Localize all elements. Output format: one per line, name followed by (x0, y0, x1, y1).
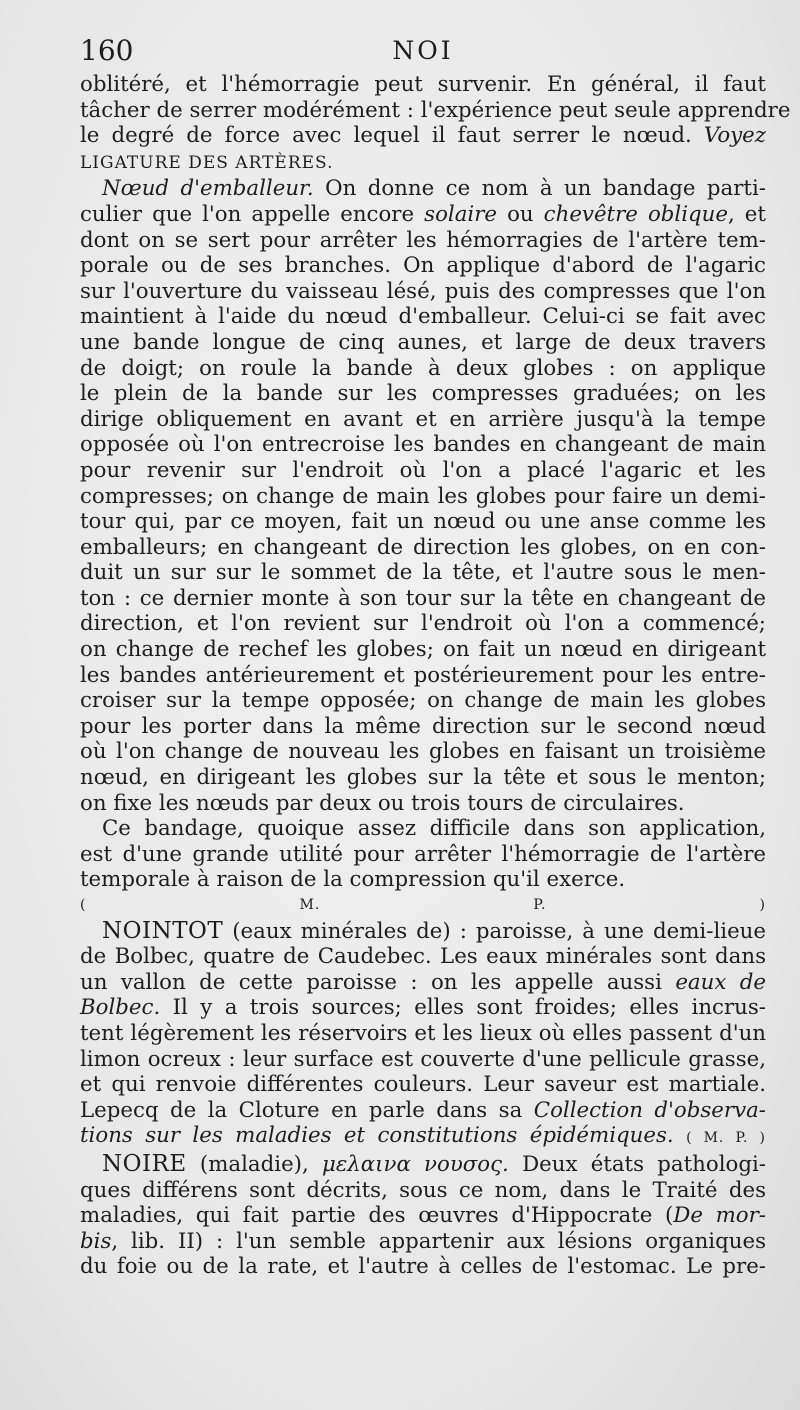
text-line: Bolbec. Il y a trois sources; elles sont froides; elles incrus- (80, 995, 766, 1021)
text-line: un vallon de cette paroisse : on les appelle aussi eaux de (80, 969, 766, 995)
text-line: culier que l'on appelle encore solaire ou chevêtre oblique, et (80, 201, 766, 227)
text-line: NOIRE (maladie), μελαινα νουσος. Deux états pathologi- (102, 1150, 766, 1177)
body-text (80, 72, 791, 1280)
text-line: compresses; on change de main les globes pour faire un demi- (80, 483, 766, 509)
text-line (80, 149, 766, 177)
text-line: direction, et l'on revient sur l'endroit où l'on a commencé; (80, 611, 766, 637)
text-line: maladies, qui fait partie des œuvres d'Hippocrate (De mor- (80, 1203, 766, 1229)
page-header (80, 34, 766, 72)
subentry-term: Nœud d'emballeur. (102, 176, 314, 202)
text-line: temporale à raison de la compression qu'il exerce. (80, 867, 626, 893)
text-line: on change de rechef les globes; on fait un nœud en dirigeant (80, 637, 766, 663)
voyez-reference: Voyez (703, 123, 766, 149)
author-signoff: ( M. P. ) (686, 1130, 766, 1147)
text-line: tâcher de serrer modérément : l'expérience peut seule apprendre (80, 97, 791, 123)
cross-reference: LIGATURE DES ARTÈRES. (80, 152, 334, 173)
text-line: ton : ce dernier monte à son tour sur la tête en changeant de (80, 585, 766, 611)
text-line: de Bolbec, quatre de Caudebec. Les eaux minérales sont dans (80, 944, 766, 970)
text-line: limon ocreux : leur surface est couverte d'une pellicule grasse, (80, 1046, 766, 1072)
text-line: opposée où l'on entrecroise les bandes en changeant de main (80, 432, 766, 458)
text-line: on fixe les nœuds par deux ou trois tours de circulaires. (80, 790, 685, 816)
text-line: du foie ou de la rate, et l'autre à celles de l'estomac. Le pre- (80, 1254, 766, 1280)
text-line: maintient à l'aide du nœud d'emballeur. Celui-ci se fait avec (80, 304, 766, 330)
text-line: est d'une grande utilité pour arrêter l'hémorragie de l'artère (80, 841, 766, 867)
text-line: Nœud d'emballeur. On donne ce nom à un bandage parti- (102, 176, 766, 202)
entry-headword: NOINTOT (102, 917, 224, 944)
text-line: le degré de force avec lequel il faut serrer le nœud. Voyez (80, 123, 766, 149)
text-line: dirige obliquement en avant et en arrière jusqu'à la tempe (80, 406, 766, 432)
text-line: de doigt; on roule la bande à deux globes : on applique (80, 355, 766, 381)
text-line: emballeurs; en changeant de direction les globes, on en con- (80, 534, 766, 560)
text-line: le plein de la bande sur les compresses graduées; on les (80, 381, 766, 407)
text-line: duit un sur sur le sommet de la tête, et l'autre sous le men- (80, 560, 766, 586)
text-line: sur l'ouverture du vaisseau lésé, puis des compresses que l'on (80, 278, 766, 304)
text-line: tent légèrement les réservoirs et les lieux où elles passent d'un (80, 1020, 766, 1046)
text-line: Ce bandage, quoique assez difficile dans son application, (102, 816, 766, 842)
text-line: Lepecq de la Cloture en parle dans sa Collection d'observa- (80, 1097, 766, 1123)
text-line: et qui renvoie différentes couleurs. Leur saveur est martiale. (80, 1072, 766, 1098)
entry-headword: NOIRE (102, 1150, 187, 1177)
text-line: pour les porter dans la même direction sur le second nœud (80, 713, 766, 739)
text-line: une bande longue de cinq aunes, et large de deux travers (80, 329, 766, 355)
text-line: nœud, en dirigeant les globes sur la tête et sous le menton; (80, 765, 766, 791)
author-signoff: ( M. P. ) (80, 897, 766, 913)
text-line: dont on se sert pour arrêter les hémorragies de l'artère tem- (80, 227, 766, 253)
text-line: où l'on change de nouveau les globes en faisant un troisième (80, 739, 766, 765)
greek-phrase: μελαινα νουσος. (322, 1151, 509, 1177)
text-line: croiser sur la tempe opposée; on change de main les globes (80, 688, 766, 714)
page-number: 160 (80, 34, 134, 67)
text-line: ques différens sont décrits, sous ce nom, dans le Traité des (80, 1177, 766, 1203)
text-line: les bandes antérieurement et postérieurement pour les entre- (80, 662, 766, 688)
running-head: NOI (392, 36, 454, 65)
text-line: tour qui, par ce moyen, fait un nœud ou une anse comme les (80, 509, 766, 535)
text-line: oblitéré, et l'hémorragie peut survenir. En général, il faut (80, 72, 766, 97)
text-line: porale ou de ses branches. On applique d'abord de l'agaric (80, 253, 766, 279)
text-line: pour revenir sur l'endroit où l'on a placé l'agaric et les (80, 457, 766, 483)
text-line: bis, lib. II) : l'un semble appartenir aux lésions organiques (80, 1228, 766, 1254)
text-line: NOINTOT (eaux minérales de) : paroisse, à une demi-lieue (102, 917, 766, 944)
text-line: tions sur les maladies et constitutions épidémiques. ( M. P. ) (80, 1123, 766, 1149)
